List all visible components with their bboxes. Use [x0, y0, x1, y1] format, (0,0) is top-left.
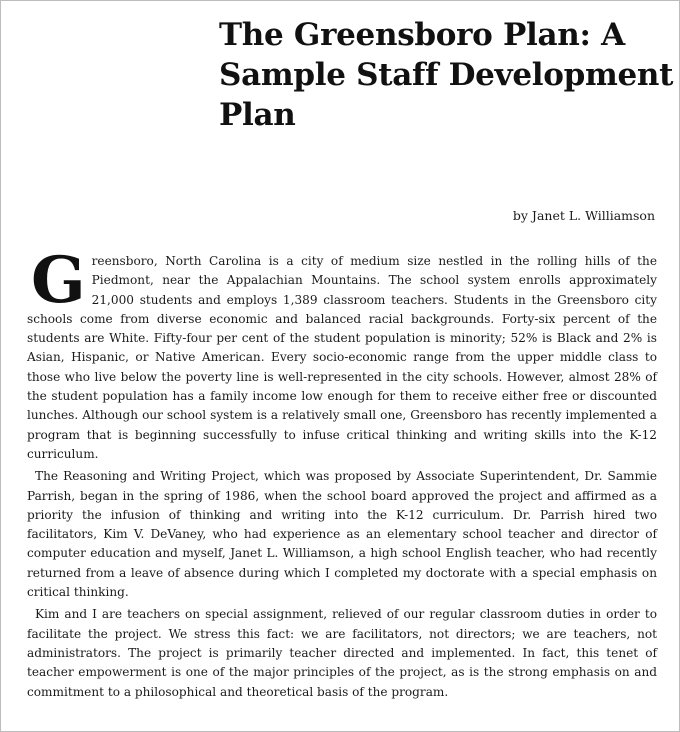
drop-cap: G — [31, 243, 86, 318]
article-body — [27, 243, 657, 702]
author-byline: by Janet L. Williamson — [512, 208, 655, 223]
paragraph-1-text: reensboro, North Carolina is a city of medium size nestled in the rolling hills of the Piedmont, near the Appalachian Mountains. The school system enrolls approximately 21,000 students and employs 1,389 classroom teachers. Students in the Greensboro city schools come from diverse economic and balanced racial backgrounds. Forty-six percent of the students are White. Fifty-four per cent of the student population is minority; 52% is Black and 2% is Asian, Hispanic, or Native American. Every socio-economic range from the upper middle class to those who live below the poverty line is well-represented in the city schools. However, almost 28% of the student population has a family income low enough for them to receive either free or discounted lunches. Although our school system is a relatively small one, Greensboro has recently implemented a program that is beginning successfully to infuse critical thinking and writing skills into the K-12 curriculum. — [27, 254, 657, 461]
article-title: The Greensboro Plan: A Sample Staff Development Plan — [219, 17, 674, 133]
paragraph-3: Kim and I are teachers on special assignment, relieved of our regular classroom duties in order to facilitate the project. We stress this fact: we are facilitators, not directors; we are teachers, not administrators. The project is primarily teacher directed and implemented. In fact, this tenet of teacher empowerment is one of the major principles of the project, as is the strong emphasis on and commitment to a philosophical and theoretical basis of the program. — [27, 607, 657, 699]
paragraph-1 — [27, 243, 657, 464]
paragraph-2: The Reasoning and Writing Project, which was proposed by Associate Superintendent, Dr. Sammie Parrish, began in the spring of 1986, when the school board approved the project and affirmed as a priority the infusion of thinking and writing into the K-12 curriculum. Dr. Parrish hired two facilitators, Kim V. DeVaney, who had experience as an elementary school teacher and director of computer education and myself, Janet L. Williamson, a high school English teacher, who had recently returned from a leave of absence during which I completed my doctorate with a special emphasis on critical thinking. — [27, 469, 657, 600]
